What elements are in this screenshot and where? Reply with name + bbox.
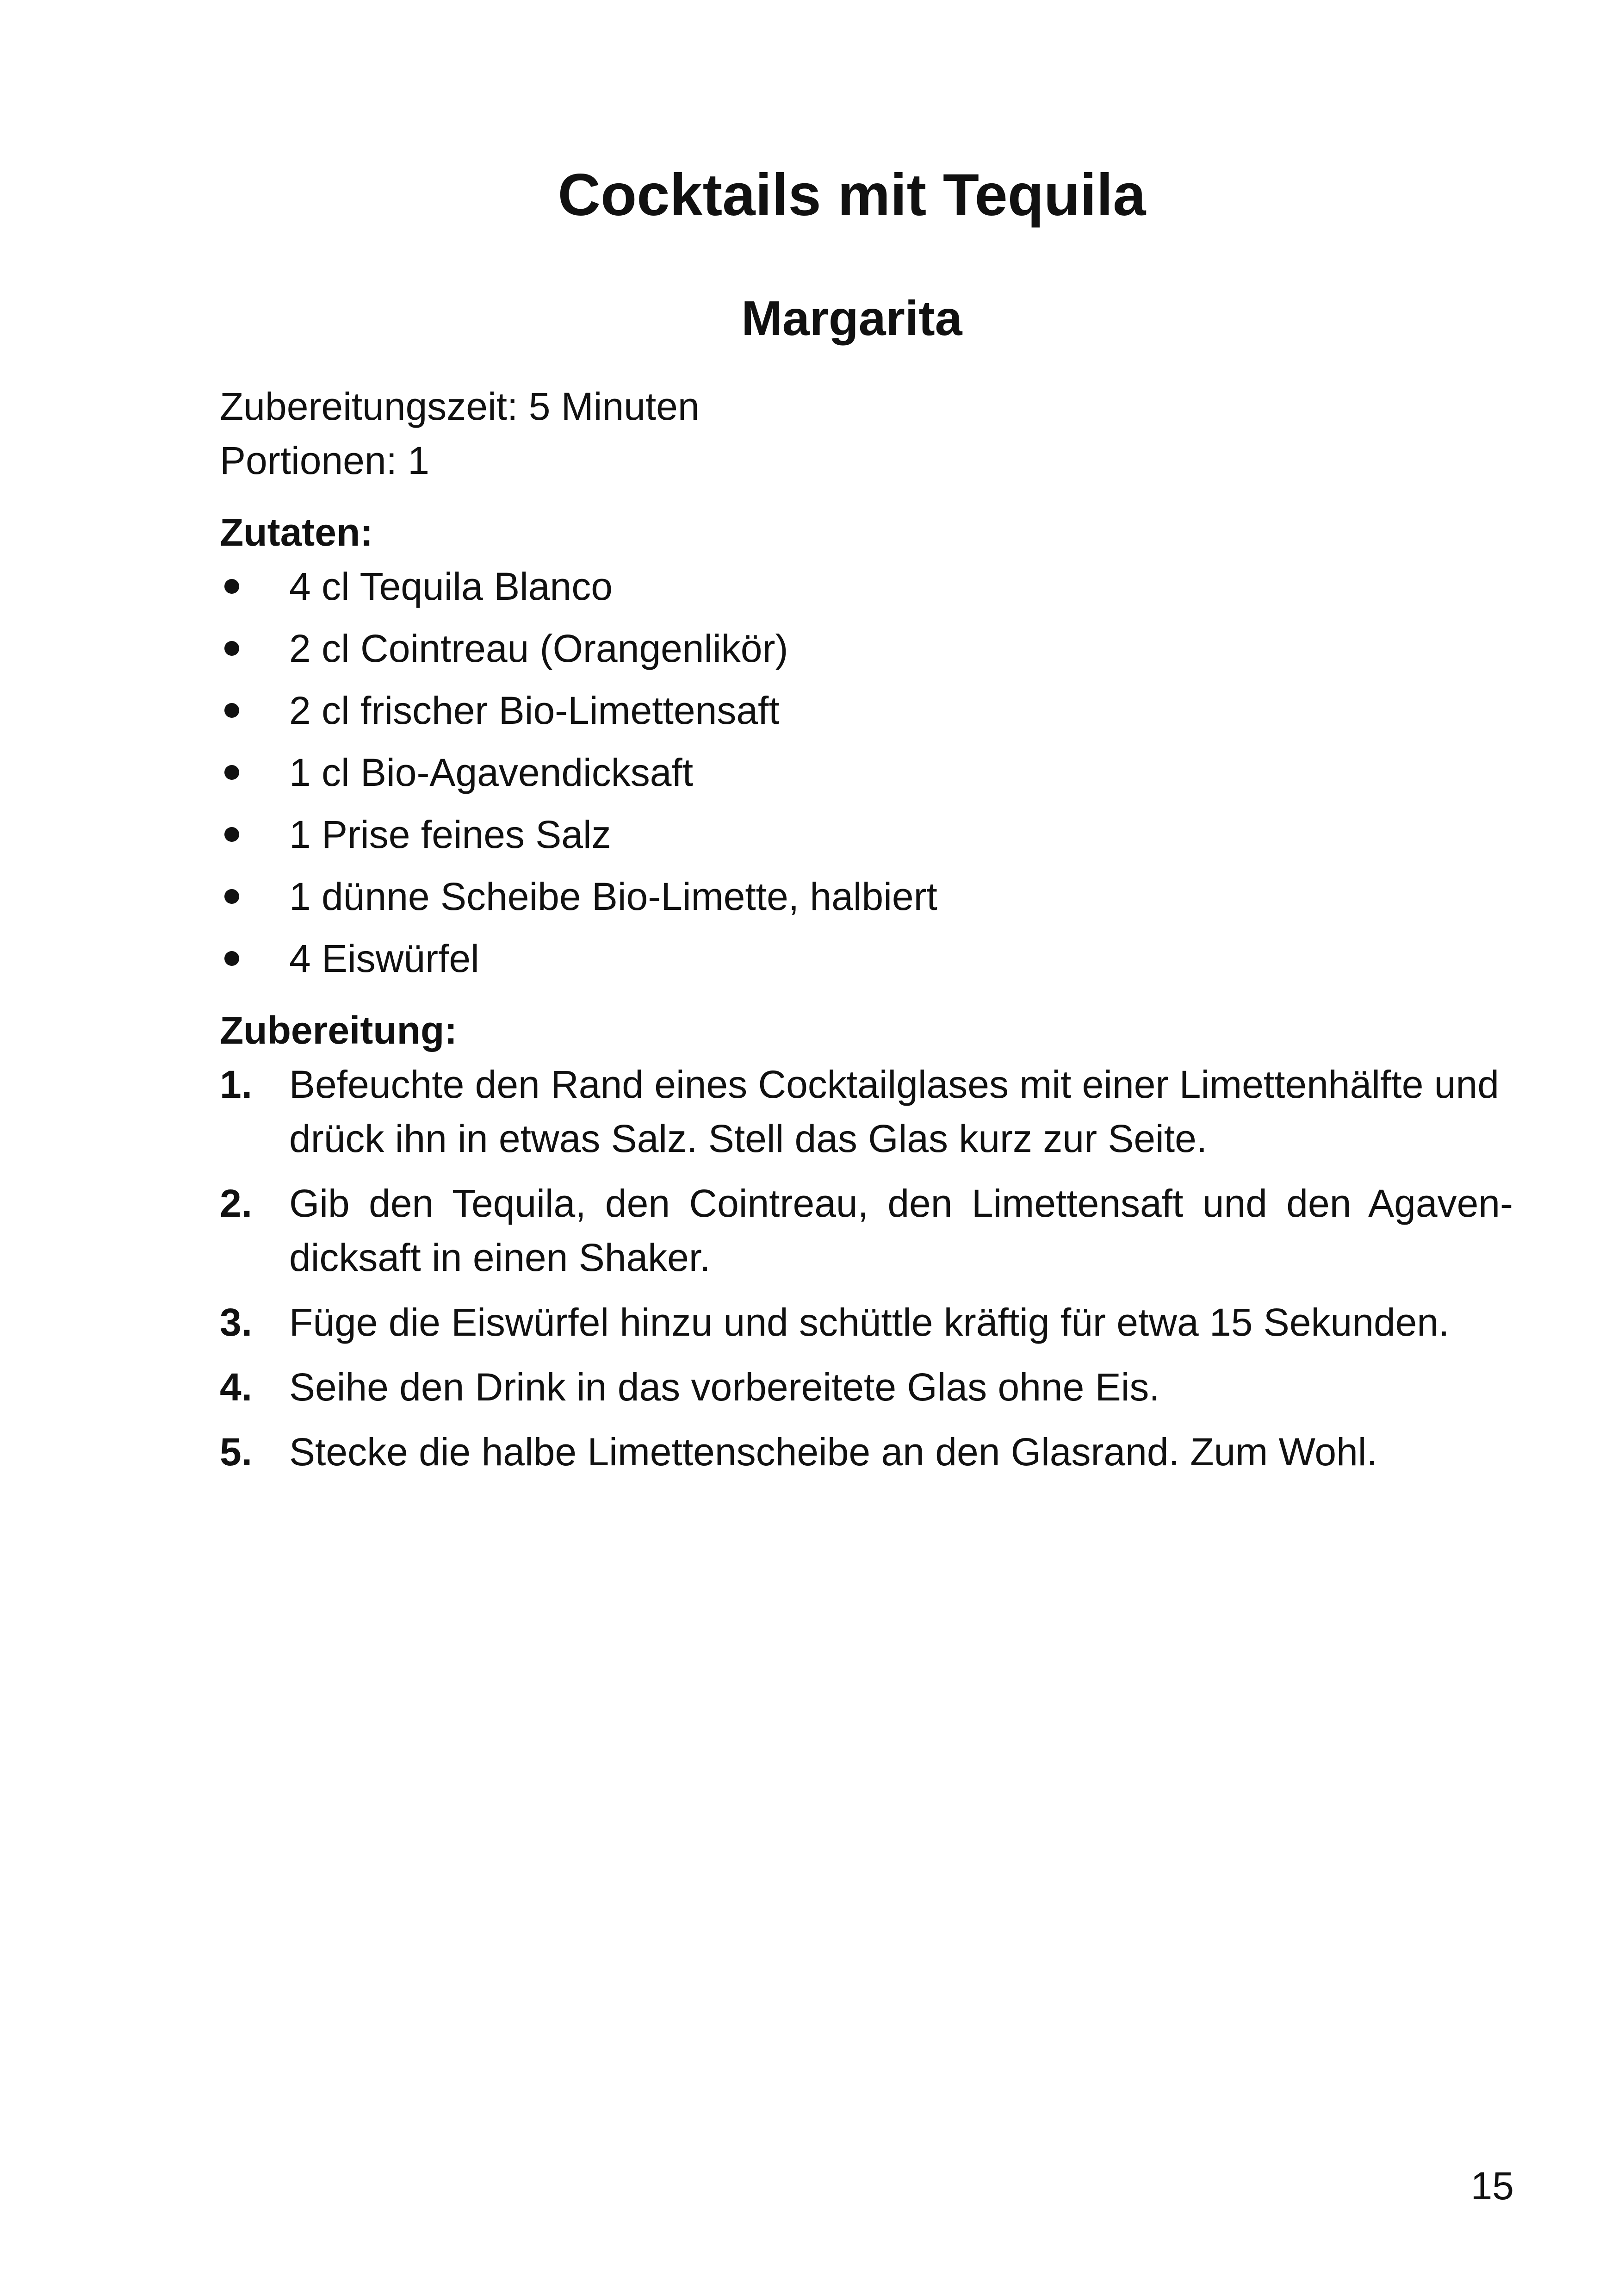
step-number: 4. (220, 1365, 253, 1409)
bullet-icon (224, 641, 239, 656)
page-number: 15 (1470, 2164, 1514, 2208)
ingredient-text: 2 cl Cointreau (Orangenlikör) (289, 627, 788, 670)
list-item (220, 870, 1513, 924)
list-item (220, 808, 1513, 862)
step-item (220, 1425, 1513, 1479)
step-item (220, 1058, 1513, 1166)
step-text: Füge die Eiswürfel hinzu und schüttle kräftig für etwa 15 Sekunden. (289, 1300, 1450, 1344)
steps-heading: Zubereitung: (220, 1008, 458, 1052)
bullet-icon (224, 951, 239, 966)
ingredients-heading: Zutaten: (220, 510, 373, 554)
servings: Portionen: 1 (220, 439, 429, 482)
step-number: 1. (220, 1063, 253, 1106)
chapter-title: Cocktails mit Tequila (558, 162, 1146, 228)
recipe-title: Margarita (741, 291, 962, 346)
bullet-icon (224, 889, 239, 904)
ingredient-text: 4 Eiswürfel (289, 937, 479, 980)
ingredient-text: 1 Prise feines Salz (289, 813, 611, 856)
ingredient-text: 1 cl Bio-Agavendicksaft (289, 751, 694, 794)
ingredient-text: 2 cl frischer Bio-Limettensaft (289, 689, 780, 732)
step-item (220, 1295, 1513, 1350)
bullet-icon (224, 703, 239, 718)
step-item (220, 1360, 1513, 1414)
step-text: Befeuchte den Rand eines Cocktailglases mit einer Limettenhälfte und drück ihn in etwas Salz. Stell das Glas kurz zur Seite. (289, 1063, 1499, 1160)
step-text: Stecke die halbe Limettenscheibe an den Glasrand. Zum Wohl. (289, 1430, 1377, 1474)
list-item (220, 932, 1513, 986)
list-item (220, 622, 1513, 676)
bullet-icon (224, 579, 239, 594)
step-number: 2. (220, 1182, 253, 1225)
ingredients-list (220, 560, 1513, 986)
list-item (220, 560, 1513, 614)
prep-time: Zubereitungszeit: 5 Minuten (220, 385, 700, 428)
list-item (220, 684, 1513, 738)
recipe-meta (220, 380, 1513, 488)
step-number: 3. (220, 1300, 253, 1344)
bullet-icon (224, 765, 239, 780)
step-text: Gib den Tequila, den Cointreau, den Limettensaft und den Agaven-dicksaft in einen Shaker. (289, 1182, 1513, 1279)
ingredient-text: 4 cl Tequila Blanco (289, 565, 613, 608)
step-text: Seihe den Drink in das vorbereitete Glas ohne Eis. (289, 1365, 1160, 1409)
recipe-content (220, 380, 1513, 1490)
ingredient-text: 1 dünne Scheibe Bio-Limette, halbiert (289, 875, 937, 918)
step-number: 5. (220, 1430, 253, 1474)
steps-list (220, 1058, 1513, 1479)
list-item (220, 746, 1513, 800)
step-item (220, 1176, 1513, 1285)
bullet-icon (224, 827, 239, 842)
